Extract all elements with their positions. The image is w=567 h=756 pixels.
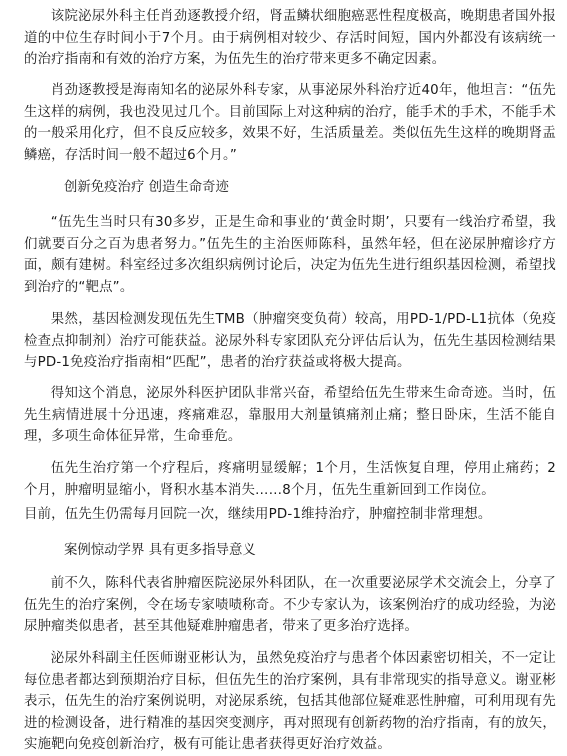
paragraph-team-reaction: 得知这个消息，泌尿外科医护团队非常兴奋，希望给伍先生带来生命奇迹。当时，伍先生病情进展十分迅速，疼痛难忍，靠服用大剂量镇痛剂止痛；整日卧床，生活不能自理，多项生命体征异常，生命垂危。 — [24, 386, 556, 444]
paragraph-current-status: 目前，伍先生仍需每月回院一次，继续用PD-1维持治疗，肿瘤控制非常理想。 — [24, 507, 492, 522]
paragraph-gene-test: 果然，基因检测发现伍先生TMB（肿瘤突变负荷）较高，用PD-1/PD-L1抗体（免疫检查点抑制剂）治疗可能获益。泌尿外科专家团队充分评估后认为，伍先生基因检测结果与PD-1免疫治疗指南相“匹配”，患者的治疗获益或将极大提高。 — [24, 312, 556, 370]
section-heading-academic: 案例惊动学界 具有更多指导意义 — [64, 543, 256, 558]
section-heading-innovation: 创新免疫治疗 创造生命奇迹 — [64, 180, 229, 195]
paragraph-treatment-progress: 伍先生治疗第一个疗程后，疼痛明显缓解；1个月，生活恢复自理，停用止痛药；2个月，肿瘤明显缩小，肾积水基本消失……8个月，伍先生重新回到工作岗位。 — [24, 461, 556, 498]
paragraph-doctor-quote: “伍先生当时只有30多岁，正是生命和事业的‘黄金时期’，只要有一线治疗希望，我们就要百分之百为患者努力。”伍先生的主治医师陈科，虽然年轻，但在泌尿肿瘤诊疗方面，颇有建树。科室经过多次组织病例讨论后，决定为伍先生进行组织基因检测，希望找到治疗的“靶点”。 — [24, 215, 556, 295]
paragraph-expert-quote: 肖劲逐教授是海南知名的泌尿外科专家，从事泌尿外科治疗近40年，他坦言：“伍先生这样的病例，我也没见过几个。目前国际上对这种病的治疗，能手术的手术，不能手术的一般采用化疗，但不良反应较多，效果不好，生活质量差。类似伍先生这样的晚期肾盂鳞癌，存活时间一般不超过6个月。” — [24, 83, 556, 163]
paragraph-guidance: 泌尿外科副主任医师谢亚彬认为，虽然免疫治疗与患者个体因素密切相关，不一定让每位患者都达到预期治疗目标，但伍先生的治疗案例，具有非常现实的指导意义。谢亚彬表示，伍先生的治疗案例说明，对泌尿系统，包括其他部位疑难恶性肿瘤，可利用现有先进的检测设备，进行精准的基因突变测序，再对照现有创新药物的治疗指南，有的放矢，实施靶向免疫创新治疗，极有可能让患者获得更好治疗效益。 — [24, 651, 556, 752]
paragraph-conference: 前不久，陈科代表省肿瘤医院泌尿外科团队，在一次重要泌尿学术交流会上，分享了伍先生的治疗案例，令在场专家啧啧称奇。不少专家认为，该案例治疗的成功经验，为泌尿肿瘤类似患者，甚至其他疑难肿瘤患者，带来了更多治疗选择。 — [24, 576, 556, 634]
paragraph-intro: 该院泌尿外科主任肖劲逐教授介绍，肾盂鳞状细胞癌恶性程度极高，晚期患者国外报道的中位生存时间小于7个月。由于病例相对较少、存活时间短，国内外都没有该病统一的治疗指南和有效的治疗方案，为伍先生的治疗带来更多不确定因素。 — [24, 9, 556, 67]
